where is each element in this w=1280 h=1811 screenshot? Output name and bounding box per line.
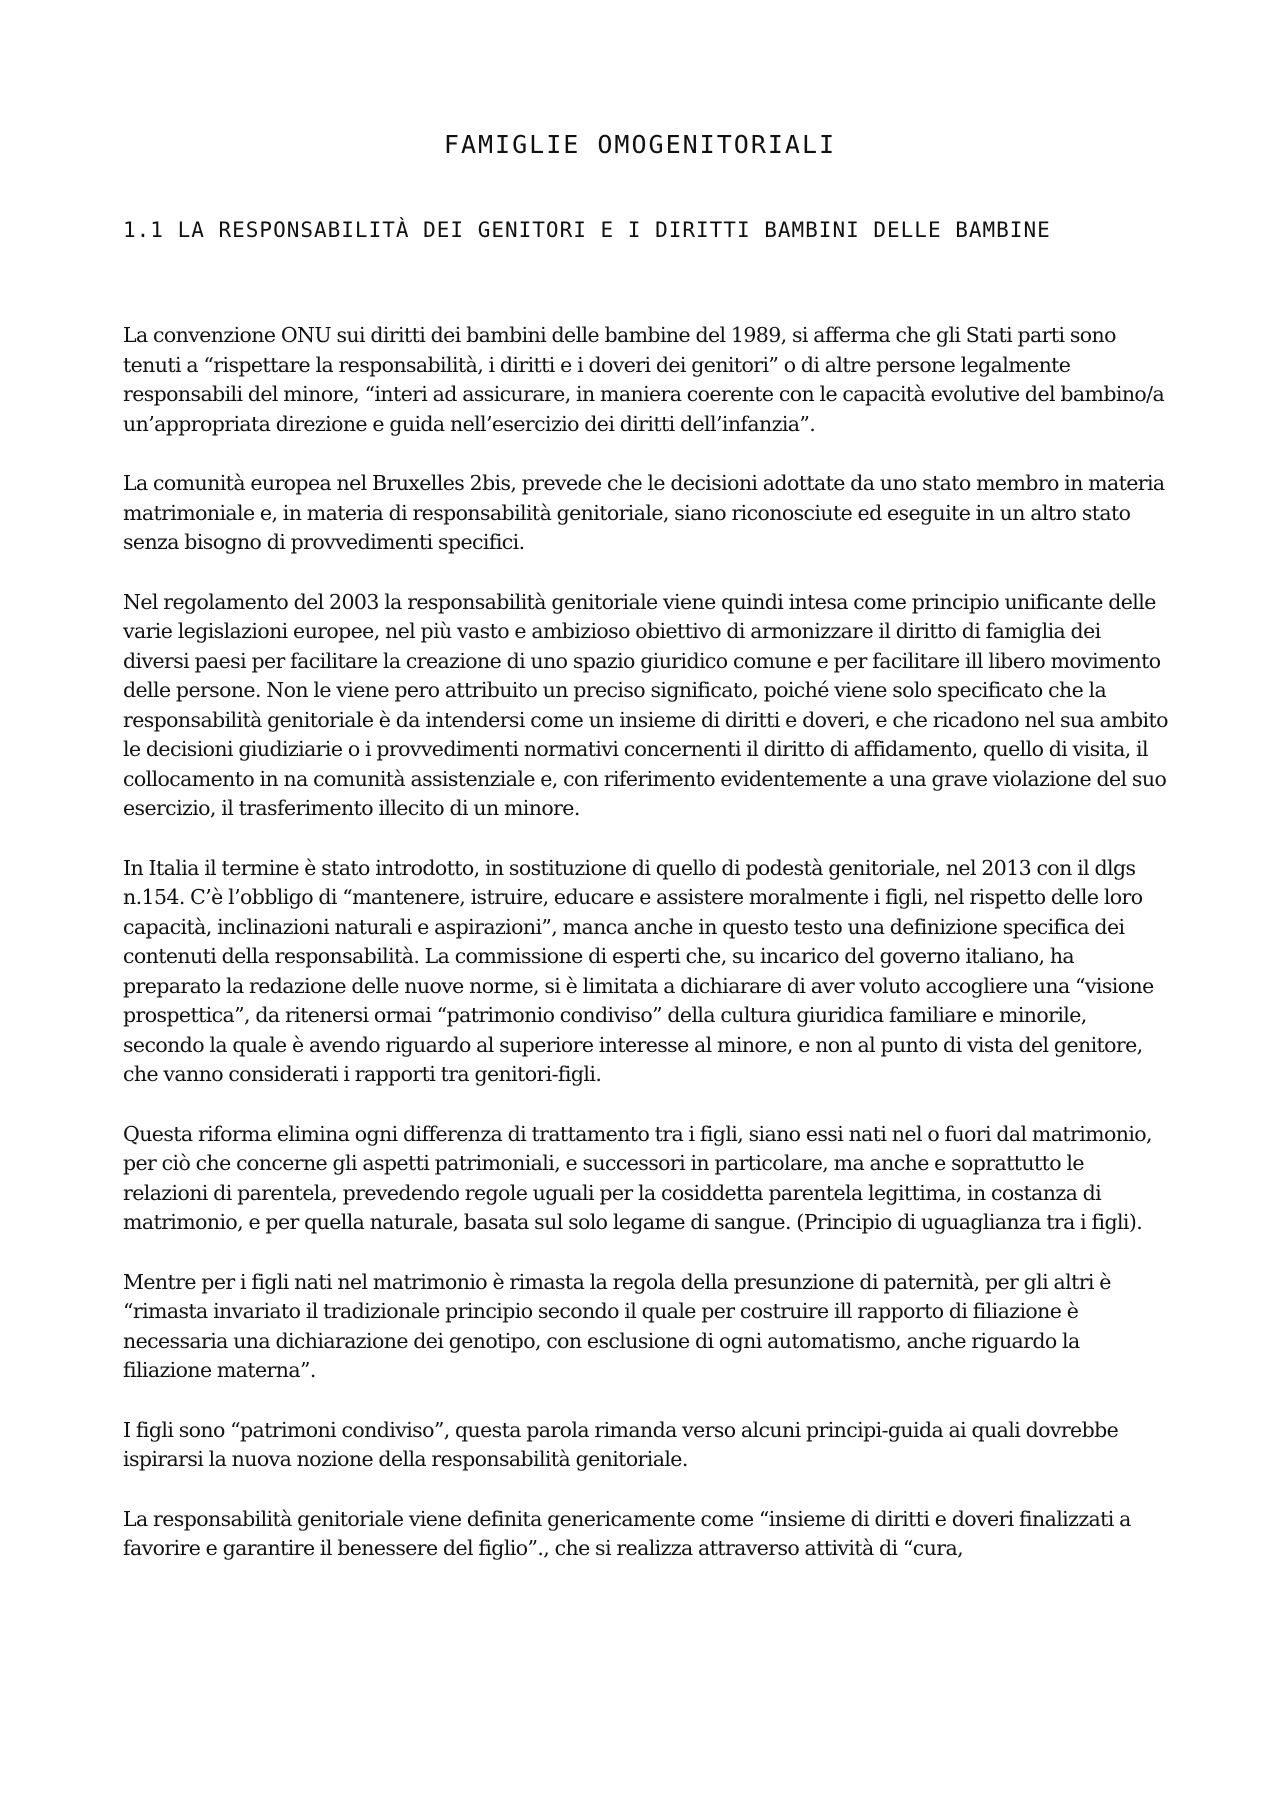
document-title: FAMIGLIE OMOGENITORIALI	[443, 130, 837, 159]
paragraph: La comunità europea nel Bruxelles 2bis, prevede che le decisioni adottate da uno stato membro in materia matrimoniale e, in materia di responsabilità genitoriale, siano riconosciute ed eseguite in un altro stato senza bisogno di provvedimenti specifici.	[123, 471, 1165, 554]
paragraph: Mentre per i figli nati nel matrimonio è rimasta la regola della presunzione di paternità, per gli altri è “rimasta invariato il tradizionale principio secondo il quale per costruire ill rapporto di filiazione è necessaria una dichiarazione dei genotipo, con esclusione di ogni automatismo, anche riguardo la filiazione materna”.	[123, 1269, 1111, 1382]
paragraph: La responsabilità genitoriale viene definita genericamente come “insieme di diritti e doveri finalizzati a favorire e garantire il benessere del figlio”., che si realizza attraverso attività di “cura,	[123, 1506, 1131, 1560]
paragraph: Nel regolamento del 2003 la responsabilità genitoriale viene quindi intesa come principio unificante delle varie legislazioni europee, nel più vasto e ambizioso obiettivo di armonizzare il diritto di famiglia dei diversi paesi per facilitare la creazione di uno spazio giuridico comune e per facilitare ill libero movimento delle persone. Non le viene pero attribuito un preciso significato, poiché viene solo specificato che la responsabilità genitoriale è da intendersi come un insieme di diritti e doveri, e che ricadono nel sua ambito le decisioni giudiziarie o i provvedimenti normativi concernenti il diritto di affidamento, quello di visita, il collocamento in na comunità assistenziale e, con riferimento evidentemente a una grave violazione del suo esercizio, il trasferimento illecito di un minore.	[123, 589, 1168, 820]
section-heading: 1.1 LA RESPONSABILITÀ DEI GENITORI E I DIRITTI BAMBINI DELLE BAMBINE	[123, 218, 1051, 242]
paragraph: La convenzione ONU sui diritti dei bambini delle bambine del 1989, si afferma che gli Stati parti sono tenuti a “rispettare la responsabilità, i diritti e i doveri dei genitori” o di altre persone legalmente responsabili del minore, “interi ad assicurare, in maniera coerente con le capacità evolutive del bambino/a un’appropriata direzione e guida nell’esercizio dei diritti dell’infanzia”.	[123, 323, 1165, 436]
paragraph: I figli sono “patrimoni condiviso”, questa parola rimanda verso alcuni principi-guida ai quali dovrebbe ispirarsi la nuova nozione della responsabilità genitoriale.	[123, 1417, 1119, 1471]
paragraph: Questa riforma elimina ogni differenza di trattamento tra i figli, siano essi nati nel o fuori dal matrimonio, per ciò che concerne gli aspetti patrimoniali, e successori in particolare, ma anche e soprattutto le relazioni di parentela, prevedendo regole uguali per la cosiddetta parentela legittima, in costanza di matrimonio, e per quella naturale, basata sul solo legame di sangue. (Principio di uguaglianza tra i figli).	[123, 1121, 1152, 1234]
body-text	[123, 321, 1168, 1564]
paragraph: In Italia il termine è stato introdotto, in sostituzione di quello di podestà genitoriale, nel 2013 con il dlgs n.154. C’è l’obbligo di “mantenere, istruire, educare e assistere moralmente i figli, nel rispetto delle loro capacità, inclinazioni naturali e aspirazioni”, manca anche in questo testo una definizione specifica dei contenuti della responsabilità. La commissione di esperti che, su incarico del governo italiano, ha preparato la redazione delle nuove norme, si è limitata a dichiarare di aver voluto accogliere una “visione prospettica”, da ritenersi ormai “patrimonio condiviso” della cultura giuridica familiare e minorile, secondo la quale è avendo riguardo al superiore interesse al minore, e non al punto di vista del genitore, che vanno considerati i rapporti tra genitori-figli.	[123, 855, 1154, 1086]
